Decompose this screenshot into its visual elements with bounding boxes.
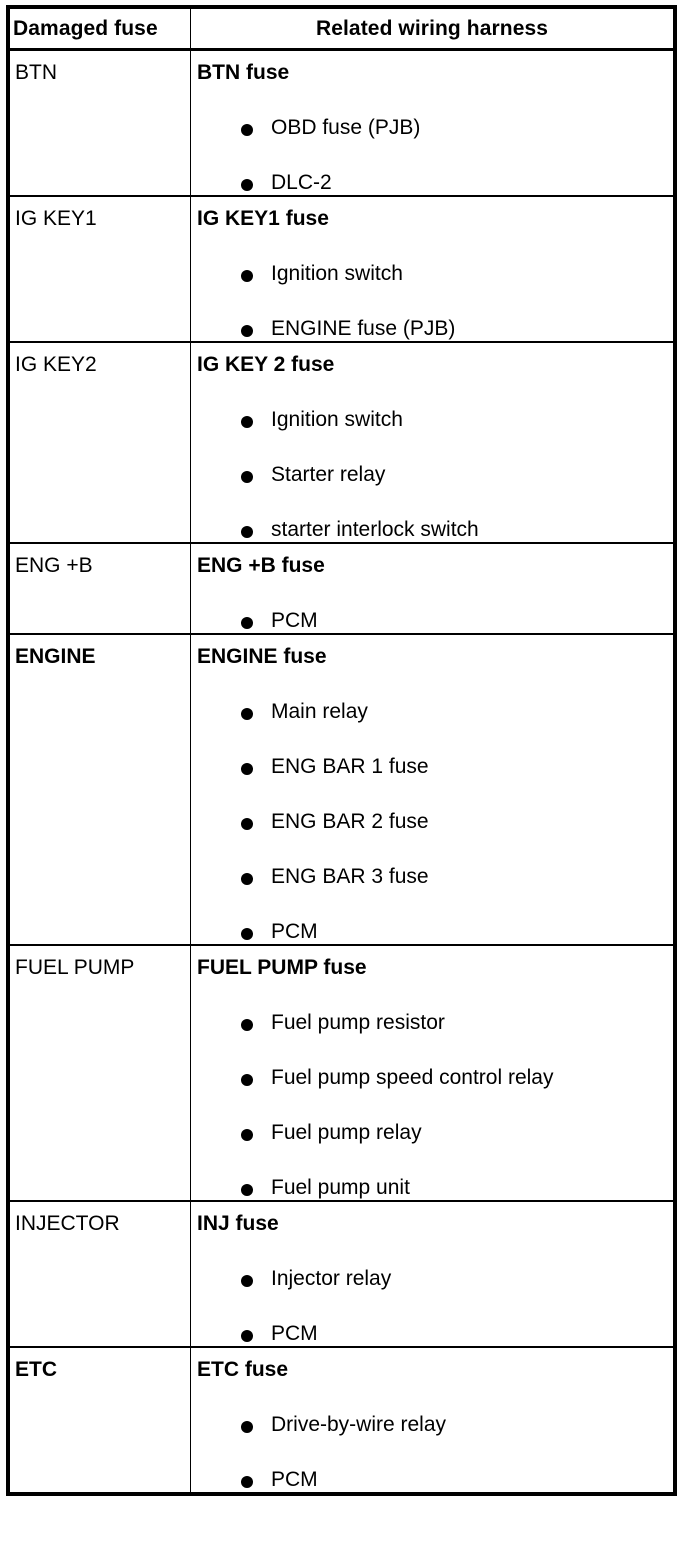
harness-title: FUEL PUMP fuse: [197, 956, 367, 979]
bullet-icon: [241, 416, 253, 428]
bullet-icon: [241, 471, 253, 483]
harness-cell: [191, 543, 674, 634]
list-item-label: OBD fuse (PJB): [271, 116, 421, 139]
damaged-fuse-cell: BTN: [10, 50, 191, 197]
header-related-wiring-harness: Related wiring harness: [191, 9, 674, 50]
list-item-label: Ignition switch: [271, 408, 403, 431]
bullet-icon: [241, 1275, 253, 1287]
fuse-harness-table: [9, 8, 674, 1493]
harness-cell: [191, 1347, 674, 1493]
bullet-icon: [241, 270, 253, 282]
harness-cell: [191, 634, 674, 945]
list-item-label: PCM: [271, 920, 318, 943]
bullet-icon: [241, 1421, 253, 1433]
list-item-label: Fuel pump resistor: [271, 1011, 445, 1034]
list-item: [197, 140, 673, 195]
table-row: [10, 543, 674, 634]
list-item: [197, 1090, 673, 1145]
header-damaged-fuse: Damaged fuse: [10, 9, 191, 50]
list-item-label: ENG BAR 3 fuse: [271, 865, 429, 888]
list-item: [197, 779, 673, 834]
bullet-icon: [241, 1074, 253, 1086]
list-item-label: ENG BAR 1 fuse: [271, 755, 429, 778]
list-item-label: DLC-2: [271, 171, 332, 194]
list-item-label: Ignition switch: [271, 262, 403, 285]
damaged-fuse-cell: FUEL PUMP: [10, 945, 191, 1201]
list-item: [197, 377, 673, 432]
list-item-label: Fuel pump unit: [271, 1176, 410, 1199]
table-row: [10, 945, 674, 1201]
harness-cell: [191, 342, 674, 543]
table-row: [10, 196, 674, 342]
table-row: [10, 342, 674, 543]
table-row: [10, 1201, 674, 1347]
list-item: [197, 1382, 673, 1437]
table-body: [10, 50, 674, 1493]
damaged-fuse-cell: ENG +B: [10, 543, 191, 634]
harness-title: BTN fuse: [197, 61, 290, 84]
harness-cell: [191, 1201, 674, 1347]
harness-title: ENG +B fuse: [197, 554, 325, 577]
harness-list: [197, 1382, 673, 1492]
list-item: [197, 1291, 673, 1346]
bullet-icon: [241, 1184, 253, 1196]
damaged-fuse-cell: ENGINE: [10, 634, 191, 945]
harness-list: [197, 1236, 673, 1346]
list-item: [197, 1437, 673, 1492]
harness-list: [197, 377, 673, 542]
list-item-label: Drive-by-wire relay: [271, 1413, 447, 1436]
list-item-label: starter interlock switch: [271, 518, 479, 541]
bullet-icon: [241, 617, 253, 629]
harness-list: [197, 85, 673, 195]
harness-list: [197, 231, 673, 341]
bullet-icon: [241, 325, 253, 337]
bullet-icon: [241, 1330, 253, 1342]
harness-title: ETC fuse: [197, 1358, 289, 1381]
bullet-icon: [241, 526, 253, 538]
damaged-fuse-cell: INJECTOR: [10, 1201, 191, 1347]
list-item-label: Main relay: [271, 700, 368, 723]
harness-cell: [191, 196, 674, 342]
list-item-label: ENG BAR 2 fuse: [271, 810, 429, 833]
list-item-label: PCM: [271, 609, 318, 632]
table-row: [10, 1347, 674, 1493]
bullet-icon: [241, 873, 253, 885]
bullet-icon: [241, 1019, 253, 1031]
bullet-icon: [241, 708, 253, 720]
list-item-label: Fuel pump relay: [271, 1121, 422, 1144]
damaged-fuse-cell: IG KEY2: [10, 342, 191, 543]
harness-cell: [191, 945, 674, 1201]
harness-title: ENGINE fuse: [197, 645, 327, 668]
bullet-icon: [241, 818, 253, 830]
list-item: [197, 980, 673, 1035]
header-row: [10, 9, 674, 50]
list-item-label: ENGINE fuse (PJB): [271, 317, 456, 340]
list-item-label: Injector relay: [271, 1267, 392, 1290]
bullet-icon: [241, 928, 253, 940]
table-header: [10, 9, 674, 50]
bullet-icon: [241, 124, 253, 136]
bullet-icon: [241, 1476, 253, 1488]
list-item: [197, 432, 673, 487]
list-item-label: PCM: [271, 1322, 318, 1345]
bullet-icon: [241, 763, 253, 775]
list-item: [197, 578, 673, 633]
list-item-label: Fuel pump speed control relay: [271, 1066, 554, 1089]
list-item-label: PCM: [271, 1468, 318, 1491]
harness-list: [197, 578, 673, 633]
damaged-fuse-cell: IG KEY1: [10, 196, 191, 342]
harness-list: [197, 669, 673, 944]
table-row: [10, 50, 674, 197]
harness-title: IG KEY1 fuse: [197, 207, 329, 230]
damaged-fuse-cell: ETC: [10, 1347, 191, 1493]
bullet-icon: [241, 1129, 253, 1141]
list-item: [197, 85, 673, 140]
list-item: [197, 231, 673, 286]
list-item: [197, 1035, 673, 1090]
harness-cell: [191, 50, 674, 197]
list-item: [197, 724, 673, 779]
fuse-table: [6, 5, 677, 1496]
list-item: [197, 834, 673, 889]
list-item-label: Starter relay: [271, 463, 386, 486]
list-item: [197, 1236, 673, 1291]
table-row: [10, 634, 674, 945]
list-item: [197, 1145, 673, 1200]
harness-title: IG KEY 2 fuse: [197, 353, 335, 376]
list-item: [197, 286, 673, 341]
harness-list: [197, 980, 673, 1200]
list-item: [197, 889, 673, 944]
list-item: [197, 487, 673, 542]
bullet-icon: [241, 179, 253, 191]
list-item: [197, 669, 673, 724]
harness-title: INJ fuse: [197, 1212, 279, 1235]
